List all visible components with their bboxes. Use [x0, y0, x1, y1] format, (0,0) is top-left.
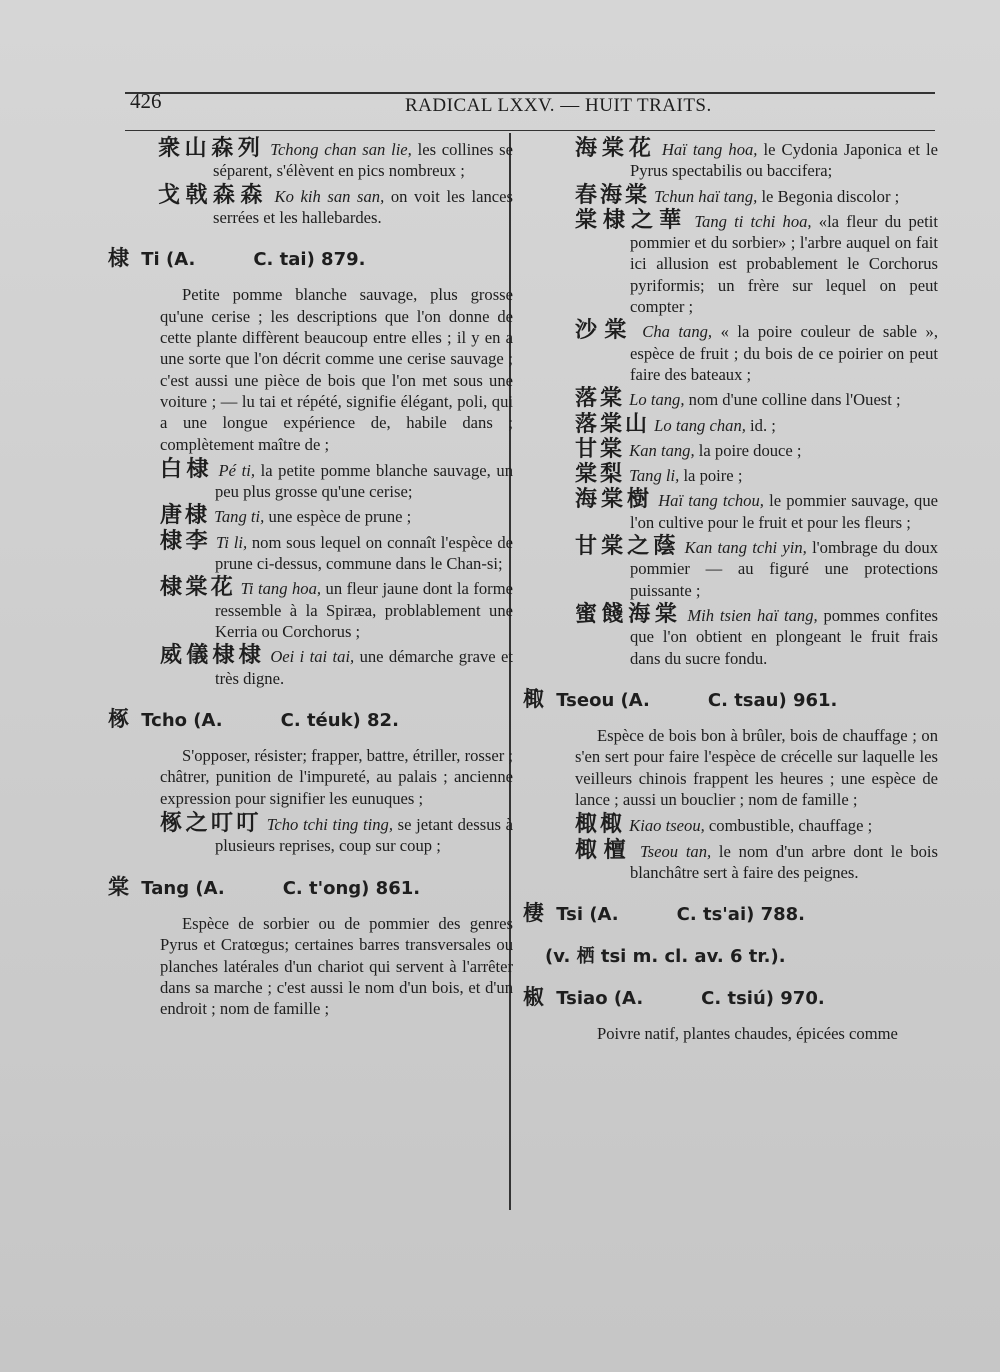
sub-entry-characters: 海棠花 — [575, 136, 656, 161]
sub-entry — [575, 601, 938, 669]
header-bottom-rule — [125, 130, 935, 131]
sub-entry-definition: le Cydonia Japonica et le Pyrus spectabilis ou baccifera; — [630, 140, 938, 181]
entry-character: 椓 — [108, 706, 129, 731]
left-column — [108, 138, 513, 1023]
sub-entry-definition: la poire douce ; — [694, 440, 802, 460]
sub-entry-romanization: Pé ti, — [218, 460, 255, 480]
sub-entry-definition: le nom d'un arbre dont le bois blanchâtre sert à faire des peignes. — [630, 841, 938, 882]
sub-entry — [575, 411, 938, 437]
sub-entry-definition: pommes confites que l'on obtient en plongeant le fruit frais dans du sucre fondu. — [630, 605, 938, 668]
sub-entry-romanization: Oei i tai tai, — [270, 647, 355, 667]
entry-reading-a: Tang (A. — [141, 877, 225, 899]
sub-entry-characters: 椓之叮叮 — [160, 811, 263, 837]
sub-entry-romanization: Tchong chan san lie, — [270, 140, 412, 159]
entry-reading-a: Tseou (A. — [556, 689, 650, 711]
sub-entry-characters: 棣李 — [160, 528, 212, 554]
entry-character: 棲 — [523, 901, 544, 926]
sub-entry-characters: 海棠樹 — [575, 487, 654, 513]
sub-entry-characters: 棷檀 — [575, 837, 633, 863]
entry-character: 棣 — [108, 246, 129, 271]
sub-entry-definition: le pommier sauvage, que l'on cultive pour le fruit et pour les fleurs ; — [630, 491, 939, 532]
sub-entry-characters: 棠棣之華 — [575, 207, 688, 233]
sub-entry-romanization: Tchun haï tang, — [654, 186, 758, 206]
sub-entry — [575, 536, 938, 601]
sub-entry-definition: se jetant dessus à plusieurs reprises, coup sur coup ; — [215, 815, 513, 856]
entry-definition: Poivre natif, plantes chaudes, épicées comme — [597, 1024, 898, 1044]
entry-reading-c: C. téuk) 82. — [280, 709, 399, 731]
entry-character: 椒 — [523, 984, 544, 1009]
sub-entry — [575, 489, 938, 533]
running-title: RADICAL LXXV. — HUIT TRAITS. — [405, 95, 712, 116]
entry-heading-tsiao — [523, 984, 938, 1009]
sub-entry-romanization: Tang li, — [629, 466, 680, 486]
entry-heading-tseou — [523, 686, 938, 711]
sub-entry-romanization: Cha tang, — [642, 322, 713, 342]
header-top-rule — [125, 92, 935, 94]
entry-character: 棠 — [108, 874, 129, 899]
sub-entry — [160, 813, 513, 857]
sub-entry — [575, 837, 938, 884]
entry-reading-a: Tcho (A. — [141, 709, 223, 731]
sub-entry — [575, 182, 938, 208]
sub-entry — [575, 207, 938, 317]
sub-entry-definition: une démarche grave et très digne. — [215, 647, 513, 688]
entry-reading-c: C. t'ong) 861. — [282, 877, 421, 899]
sub-entry-characters: 白棣 — [160, 456, 213, 482]
sub-entry — [160, 577, 513, 642]
sub-entry-definition: combustible, chauffage ; — [704, 816, 873, 836]
entry-heading-tang — [108, 874, 513, 899]
entry-definition: S'opposer, résister; frapper, battre, étriller, rosser ; châtrer, punition de l'impureté, au palais ; ancienne expression pour signifier les eunuques ; — [160, 746, 513, 808]
entry-definition: Espèce de bois bon à brûler, bois de chauffage ; on s'en sert pour faire l'espèce de crécelle sur laquelle les veilleurs chinois frappent les heures ; une espèce de lance ; aussi un bouclier ; nom de famille ; — [575, 726, 938, 810]
sub-entry-definition: nom d'une colline dans l'Ouest ; — [684, 390, 901, 410]
sub-entry — [575, 388, 938, 410]
sub-entry-romanization: Mih tsien haï tang, — [687, 605, 818, 625]
sub-entry-romanization: Haï tang tchou, — [658, 491, 764, 511]
sub-entry-romanization: Kan tang, — [629, 440, 695, 460]
entry-heading-tsi — [523, 903, 938, 925]
page-number: 426 — [130, 89, 162, 113]
sub-entry — [160, 505, 513, 527]
entry-reading-c: C. tai) 879. — [253, 249, 366, 271]
sub-entry-definition: « la poire couleur de sable », espèce de fruit ; du bois de ce poirier on peut faire des bateaux ; — [630, 322, 938, 384]
sub-entry-definition: on voit les lances serrées et les hallebardes. — [213, 186, 513, 227]
sub-entry-romanization: Haï tang hoa, — [661, 140, 758, 159]
sub-entry-characters: 甘棠 — [575, 436, 626, 462]
sub-entry-romanization: Ti tang hoa, — [240, 579, 322, 599]
running-header — [125, 80, 935, 132]
sub-entry-characters: 蜜餞海棠 — [575, 601, 682, 627]
sub-entry-characters: 沙棠 — [575, 318, 634, 344]
entry-character: 棷 — [523, 686, 544, 711]
sub-entry-definition: un fleur jaune dont la forme ressemble à la Spiræa, problablement une Kerria ou Corchorus ; — [215, 579, 513, 641]
sub-entry-definition: la poire ; — [679, 466, 743, 486]
sub-entry-characters: 棣棠花 — [160, 575, 237, 601]
sub-entry-definition: l'ombrage du doux pommier — au figuré une protections puissante ; — [630, 538, 938, 600]
sub-entry-romanization: Tcho tchi ting ting, — [266, 815, 393, 835]
sub-entry — [575, 320, 938, 385]
sub-entry-characters: 春海棠 — [575, 182, 651, 208]
sub-entry-characters: 甘棠之蔭 — [575, 534, 680, 560]
right-column — [523, 138, 938, 1048]
sub-entry-romanization: Ti li, — [216, 532, 248, 552]
sub-entry-characters: 衆山森列 — [158, 136, 265, 161]
sub-entry-characters: 威儀棣棣 — [160, 643, 265, 669]
sub-entry — [160, 528, 513, 575]
entry-definition: Espèce de sorbier ou de pommier des genres Pyrus et Cratœgus; certaines barres transversales ou planches latérales d'un chariot qui servent à l'arrêter dans sa marche ; c'est aussi le nom d'un bois, et d'un endroit ; nom de famille ; — [160, 913, 513, 1019]
sub-entry — [158, 138, 513, 182]
sub-entry-definition: le Begonia discolor ; — [757, 186, 900, 206]
entry-heading-ti — [108, 248, 513, 270]
entry-reading-c: C. tsiú) 970. — [701, 987, 825, 1009]
sub-entry — [160, 645, 513, 689]
sub-entry-characters: 戈戟森森 — [158, 182, 268, 208]
sub-entry-romanization: Ko kih san san, — [274, 186, 385, 206]
sub-entry-characters: 落棠 — [575, 386, 626, 412]
entry-reading-c: C. ts'ai) 788. — [676, 904, 806, 926]
entry-reading-c: C. tsau) 961. — [707, 689, 838, 711]
sub-entry-romanization: Tang ti tchi hoa, — [694, 211, 812, 231]
entry-reading-a: Tsi (A. — [556, 904, 619, 926]
sub-entry-romanization: Tang ti, — [214, 507, 265, 527]
sub-entry-definition: une espèce de prune ; — [264, 507, 412, 527]
entry-reading-a: Ti (A. — [141, 249, 196, 271]
sub-entry — [575, 138, 938, 182]
sub-entry-romanization: Kan tang tchi yin, — [684, 538, 807, 558]
sub-entry-romanization: Tseou tan, — [639, 841, 712, 861]
cross-reference-note: (v. 栖 tsi m. cl. av. 6 tr.). — [545, 945, 786, 967]
sub-entry-romanization: Kiao tseou, — [629, 816, 705, 836]
sub-entry-definition: les collines se séparent, s'élèvent en pics nombreux ; — [213, 140, 513, 181]
sub-entry-definition: nom sous lequel on connaît l'espèce de prune ci-dessus, commune dans le Chan-si; — [215, 532, 513, 574]
entry-heading-tcho — [108, 706, 513, 731]
sub-entry-characters: 唐棣 — [160, 503, 211, 529]
sub-entry-characters: 棷棷 — [575, 812, 626, 838]
sub-entry — [575, 436, 938, 462]
sub-entry-characters: 棠梨 — [575, 462, 626, 488]
sub-entry — [160, 456, 513, 503]
sub-entry-definition: «la fleur du petit pommier et du sorbier» ; l'arbre auquel on fait ici allusion est probablement le Corchorus pyriformis; un frère sur lequel on peut compter ; — [630, 211, 938, 317]
sub-entry — [575, 814, 938, 836]
entry-definition: Petite pomme blanche sauvage, plus grosse qu'une cerise ; les descriptions que l'on donne de cette plante diffèrent beaucoup entre elles ; il y en a une sorte que l'on décrit comme une cerise sauvage ; c'est aussi une pièce de bois que l'on met sous une voiture ; — lu tai et répété, signifie élégant, poli, qui a une longue expérience de, habile dans ; complètement maître de ; — [160, 285, 513, 454]
sub-entry — [158, 182, 513, 229]
sub-entry-romanization: Lo tang, — [629, 390, 685, 410]
sub-entry-definition: la petite pomme blanche sauvage, un peu plus grosse qu'une cerise; — [215, 460, 513, 502]
sub-entry — [575, 464, 938, 486]
entry-reading-a: Tsiao (A. — [556, 987, 644, 1009]
sub-entry-definition: id. ; — [745, 415, 776, 435]
sub-entry-characters: 落棠山 — [575, 411, 651, 437]
sub-entry-romanization: Lo tang chan, — [654, 415, 746, 435]
